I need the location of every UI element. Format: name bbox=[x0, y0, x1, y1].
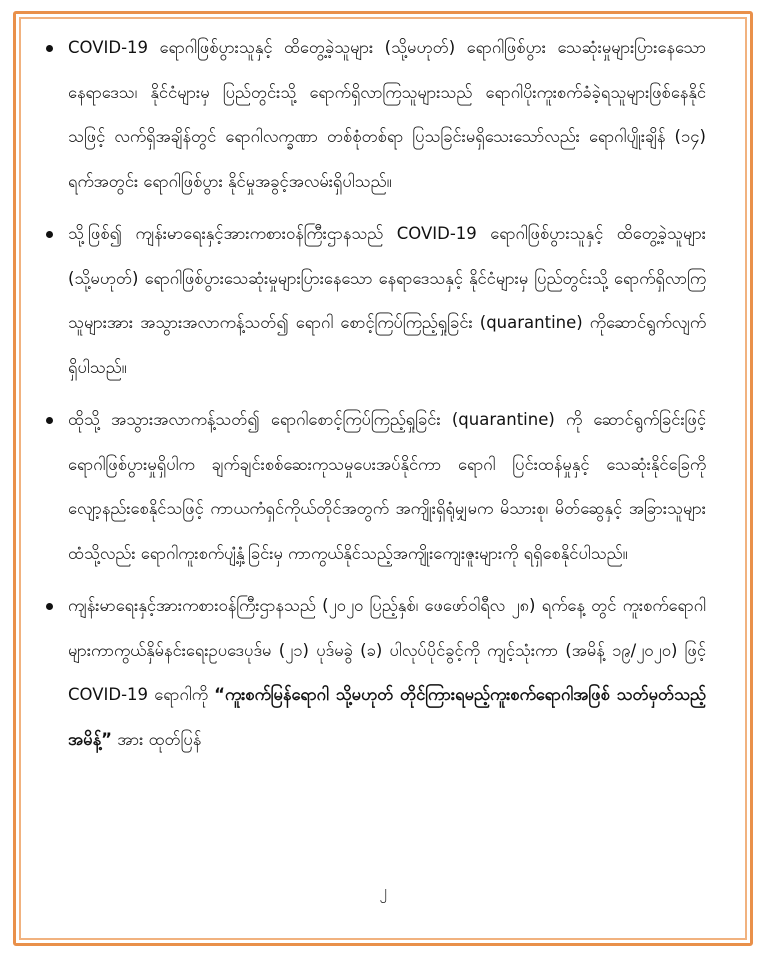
page-number: ၂ bbox=[379, 882, 387, 900]
bullet-dot-icon bbox=[46, 231, 53, 238]
bullet-paragraph-4 bbox=[46, 584, 706, 762]
paragraph-text: ထိုသို့ အသွားအလာကန့်သတ်၍ ရောဂါစောင့်ကြပ်ကြည့်ရှုခြင်း (quarantine) ကို ဆောင်ရွက်ခြင်းဖြင့် ရောဂါဖြစ်ပွားမှုရှိပါက ချက်ချင်းစစ်ဆေးကုသမှုပေးအပ်နိုင်ကာ ရောဂါ ပြင်းထန်မှုနှင့် သေဆုံးနိုင်ခြေကို လျော့နည်းစေနိုင်သဖြင့် ကာယကံရှင်ကိုယ်တိုင်အတွက် အကျိုးရှိရုံမျှမက မိသားစု၊ မိတ်ဆွေနှင့် အခြားသူများထံသို့လည်း ရောဂါကူးစက်ပျံ့နှံ့ခြင်းမှ ကာကွယ်နိုင်သည့်အကျိုးကျေးဇူးများကို ရရှိစေနိုင်ပါသည်။ bbox=[68, 410, 706, 563]
bullet-paragraph-1 bbox=[46, 26, 706, 204]
bullet-dot-icon bbox=[46, 603, 53, 610]
bullet-dot-icon bbox=[46, 417, 53, 424]
order-title-quote: “ကူးစက်မြန်ရောဂါ သို့မဟုတ် တိုင်ကြားရမည့်ကူးစက်ရောဂါအဖြစ် သတ်မှတ်သည့်အမိန့်” bbox=[68, 685, 706, 749]
paragraph-text: COVID-19 ရောဂါဖြစ်ပွားသူနှင့် ထိတွေ့ခဲ့သူများ (သို့မဟုတ်) ရောဂါဖြစ်ပွား သေဆုံးမှုများပြားနေသော နေရာဒေသ၊ နိုင်ငံများမှ ပြည်တွင်းသို့ ရောက်ရှိလာကြသူများသည် ရောဂါပိုးကူးစက်ခံခဲ့ရသူများဖြစ်နေနိုင်သဖြင့် လက်ရှိအချိန်တွင် ရောဂါလက္ခဏာ တစ်စုံတစ်ရာ ပြသခြင်းမရှိသေးသော်လည်း ရောဂါပျိုးချိန် (၁၄) ရက်အတွင်း ရောဂါဖြစ်ပွား နိုင်မှုအခွင့်အလမ်းရှိပါသည်။ bbox=[68, 38, 706, 191]
paragraph-text-tail: အား ထုတ်ပြန် bbox=[111, 729, 202, 749]
paragraph-text-lead: ကျန်းမာရေးနှင့်အားကစားဝန်ကြီးဌာနသည် (၂၀၂၀ ပြည့်နှစ်၊ ဖေဖော်ဝါရီလ ၂၈) ရက်နေ့ တွင် ကူးစက်ရောဂါများကာကွယ်နှိမ်နင်းရေးဥပဒေပုဒ်မ (၂၁) ပုဒ်မခွဲ (ခ) ပါလုပ်ပိုင်ခွင့်ကို ကျင့်သုံးကာ (အမိန့် ၁၉/၂၀၂၀) ဖြင့် COVID-19 ရောဂါကို bbox=[68, 596, 706, 704]
document-body bbox=[46, 26, 706, 770]
bullet-list bbox=[46, 26, 706, 762]
paragraph-text: သို့ဖြစ်၍ ကျန်းမာရေးနှင့်အားကစားဝန်ကြီးဌာနသည် COVID-19 ရောဂါဖြစ်ပွားသူနှင့် ထိတွေ့ခဲ့သူများ (သို့မဟုတ်) ရောဂါဖြစ်ပွားသေဆုံးမှုများပြားနေသော နေရာဒေသနှင့် နိုင်ငံများမှ ပြည်တွင်းသို့ ရောက်ရှိလာကြသူများအား အသွားအလာကန့်သတ်၍ ရောဂါ စောင့်ကြပ်ကြည့်ရှုခြင်း (quarantine) ကိုဆောင်ရွက်လျက်ရှိပါသည်။ bbox=[68, 224, 706, 377]
page-border-frame bbox=[13, 11, 753, 946]
bullet-dot-icon bbox=[46, 45, 53, 52]
bullet-paragraph-2 bbox=[46, 212, 706, 390]
bullet-paragraph-3 bbox=[46, 398, 706, 576]
